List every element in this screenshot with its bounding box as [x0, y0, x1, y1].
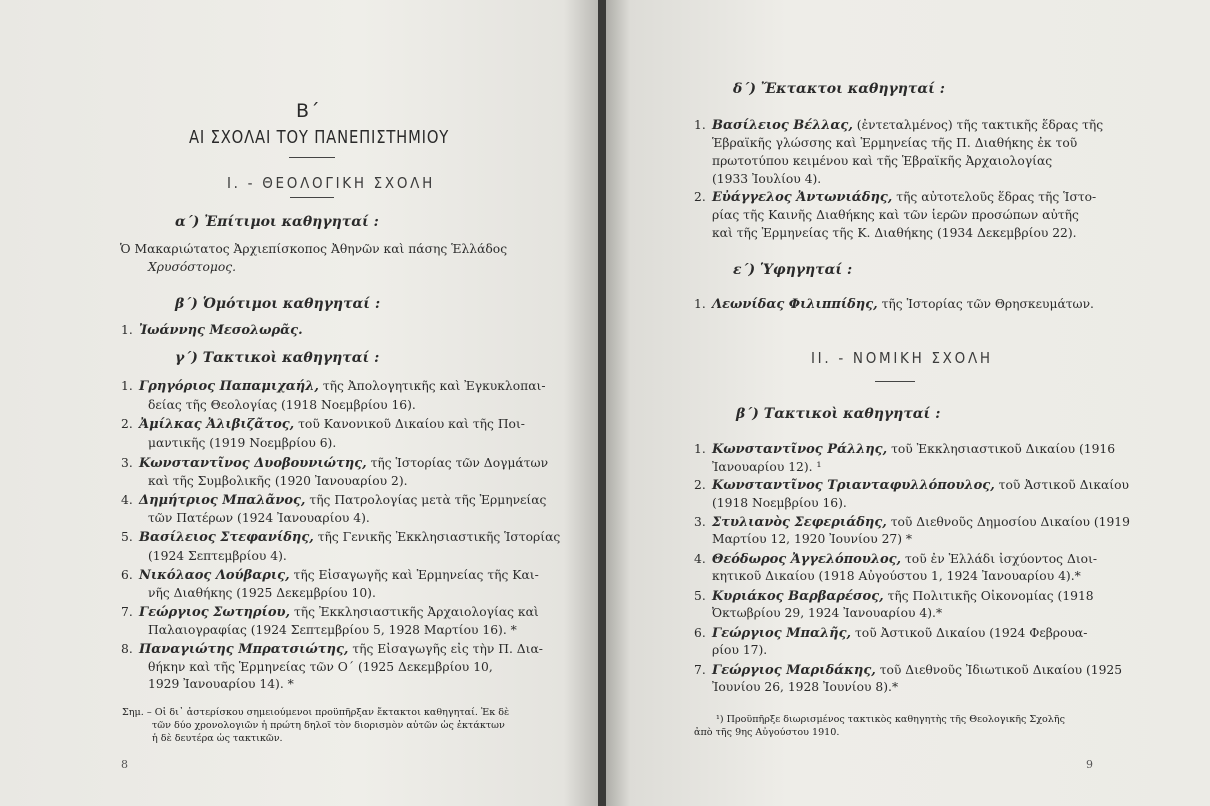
item-text: τῆς Εἰσαγωγῆς εἰς τὴν Π. Δια- — [352, 642, 543, 656]
item-number: 1. — [121, 379, 133, 393]
list-item — [694, 514, 1130, 532]
professor-name: Βασίλειος Βέλλας, — [712, 118, 853, 133]
professor-name: Εὐάγγελος Ἀντωνιάδης, — [712, 190, 893, 205]
list-item — [694, 588, 1094, 606]
list-item — [121, 416, 525, 434]
professor-name: Δημήτριος Μπαλᾶνος, — [139, 493, 306, 508]
item-number: 4. — [121, 493, 133, 507]
item-text: τοῦ ἐν Ἑλλάδι ἰσχύοντος Διοι- — [905, 552, 1098, 566]
item-text: τοῦ Διεθνοῦς Δημοσίου Δικαίου (1919 — [890, 515, 1130, 529]
item-text: τῆς Γενικῆς Ἐκκλησιαστικῆς Ἱστορίας — [317, 530, 561, 544]
item-continuation: Μαρτίου 12, 1920 Ἰουνίου 27) * — [712, 532, 913, 546]
page-number: 9 — [1086, 758, 1093, 771]
item-number: 2. — [121, 417, 133, 431]
note-line-1: Σημ. – Οἱ δι᾽ ἀστερίσκου σημειούμενοι προϋπῆρξαν ἔκτακτοι καθηγηταί. Ἐκ δὲ — [122, 707, 510, 718]
professor-name: Γεώργιος Σωτηρίου, — [139, 605, 291, 620]
item-continuation: καὶ τῆς Συμβολικῆς (1920 Ἰανουαρίου 2). — [148, 474, 408, 488]
category-lecturers: ε΄) Ὑφηγηταί : — [733, 262, 853, 278]
item-text: τῆς Ἀπολογητικῆς καὶ Ἐγκυκλοπαι- — [322, 379, 546, 393]
item-continuation: (1924 Σεπτεμβρίου 4). — [148, 549, 287, 563]
item-number: 1. — [694, 118, 706, 132]
item-continuation: θήκην καὶ τῆς Ἑρμηνείας τῶν Ο΄ (1925 Δεκεμβρίου 10, — [148, 660, 493, 674]
section-letter: Β΄ — [296, 100, 321, 122]
school-heading: ΙΙ. - ΝΟΜΙΚΗ ΣΧΟΛΗ — [811, 349, 993, 367]
professor-name: Λεωνίδας Φιλιππίδης, — [712, 297, 878, 312]
professor-name: Θεόδωρος Ἀγγελόπουλος, — [712, 552, 902, 567]
note-line-3: ἡ δὲ δευτέρα ὡς τακτικῶν. — [152, 733, 283, 744]
left-page — [0, 0, 600, 806]
list-item — [121, 455, 548, 473]
item-continuation: ρίας τῆς Καινῆς Διαθήκης καὶ τῶν ἱερῶν προσώπων αὐτῆς — [712, 208, 1079, 222]
item-continuation: Ἰουνίου 26, 1928 Ἰουνίου 8).* — [712, 680, 899, 694]
item-continuation: Παλαιογραφίας (1924 Σεπτεμβρίου 5, 1928 Μαρτίου 16). * — [148, 623, 517, 637]
page-number: 8 — [121, 758, 128, 771]
item-number: 2. — [694, 478, 706, 492]
item-continuation: κητικοῦ Δικαίου (1918 Αὐγούστου 1, 1924 Ἰανουαρίου 4).* — [712, 569, 1081, 583]
item-text: τῆς Πατρολογίας μετὰ τῆς Ἑρμηνείας — [309, 493, 547, 507]
professor-name: Στυλιανὸς Σεφεριάδης, — [712, 515, 887, 530]
item-number: 7. — [121, 605, 133, 619]
item-continuation: (1918 Νοεμβρίου 16). — [712, 496, 847, 510]
category-honorary: α΄) Ἐπίτιμοι καθηγηταί : — [175, 214, 379, 230]
note-line-2: τῶν δύο χρονολογιῶν ἡ πρώτη δηλοῖ τὸν διορισμὸν αὐτῶν ὡς ἐκτάκτων — [152, 720, 505, 731]
school-divider — [290, 197, 334, 198]
item-text: τῆς Εἰσαγωγῆς καὶ Ἑρμηνείας τῆς Και- — [293, 568, 539, 582]
professor-name: Κωνσταντῖνος Δυοβουνιώτης, — [139, 456, 367, 471]
item-number: 1. — [694, 442, 706, 456]
honorary-text-line-1: Ὁ Μακαριώτατος Ἀρχιεπίσκοπος Ἀθηνῶν καὶ πάσης Ἑλλάδος — [120, 242, 508, 256]
professor-name: Κωνσταντῖνος Τριανταφυλλόπουλος, — [712, 478, 995, 493]
list-item — [694, 441, 1115, 459]
item-continuation: ρίου 17). — [712, 643, 768, 657]
item-number: 2. — [694, 190, 706, 204]
item-continuation: μαντικῆς (1919 Νοεμβρίου 6). — [148, 436, 337, 450]
list-item — [694, 625, 1087, 643]
item-text: τοῦ Διεθνοῦς Ἰδιωτικοῦ Δικαίου (1925 — [879, 663, 1123, 677]
footnote-line-1: ¹) Προϋπῆρξε διωρισμένος τακτικὸς καθηγητὴς τῆς Θεολογικῆς Σχολῆς — [716, 714, 1065, 725]
item-number: 7. — [694, 663, 706, 677]
professor-name: Νικόλαος Λούβαρις, — [139, 568, 290, 583]
item-continuation: δείας τῆς Θεολογίας (1918 Νοεμβρίου 16). — [148, 398, 416, 412]
section-title: ΑΙ ΣΧΟΛΑΙ ΤΟΥ ΠΑΝΕΠΙΣΤΗΜΙΟΥ — [189, 127, 450, 148]
item-text: τοῦ Κανονικοῦ Δικαίου καὶ τῆς Ποι- — [298, 417, 525, 431]
list-item — [121, 378, 546, 396]
item-text: τοῦ Ἀστικοῦ Δικαίου (1924 Φεβρουα- — [854, 626, 1088, 640]
category-ordinary: γ΄) Τακτικοὶ καθηγηταί : — [175, 350, 380, 366]
item-continuation: πρωτοτύπου κειμένου καὶ τῆς Ἑβραϊκῆς Ἀρχαιολογίας — [712, 154, 1053, 168]
category-extraordinary: δ΄) Ἔκτακτοι καθηγηταί : — [733, 81, 945, 97]
school-divider — [875, 381, 915, 382]
professor-name: Γρηγόριος Παπαμιχαήλ, — [139, 379, 319, 394]
professor-name: Κυριάκος Βαρβαρέσος, — [712, 589, 884, 604]
category-ordinary: β΄) Τακτικοὶ καθηγηταί : — [736, 406, 941, 422]
right-page — [606, 0, 1210, 806]
honorary-text-line-2: Χρυσόστομος. — [148, 260, 237, 274]
item-continuation: 1929 Ἰανουαρίου 14). * — [148, 677, 294, 691]
list-item — [694, 477, 1129, 495]
list-item — [694, 551, 1097, 569]
list-item — [694, 296, 1094, 314]
professor-name: Ἰωάννης Μεσολωρᾶς. — [139, 323, 303, 338]
item-number: 3. — [694, 515, 706, 529]
list-item — [121, 641, 543, 659]
list-item — [694, 117, 1103, 135]
list-item — [694, 662, 1122, 680]
item-text: τῆς Ἱστορίας τῶν Δογμάτων — [370, 456, 549, 470]
item-continuation: Ἑβραϊκῆς γλώσσης καὶ Ἑρμηνείας τῆς Π. Διαθήκης ἐκ τοῦ — [712, 136, 1078, 150]
item-number: 4. — [694, 552, 706, 566]
item-text: τοῦ Ἐκκλησιαστικοῦ Δικαίου (1916 — [891, 442, 1116, 456]
item-number: 8. — [121, 642, 133, 656]
item-number: 1. — [121, 323, 133, 337]
professor-name: Παναγιώτης Μπρατσιώτης, — [139, 642, 349, 657]
list-item — [121, 529, 560, 547]
item-number: 6. — [121, 568, 133, 582]
item-number: 3. — [121, 456, 133, 470]
professor-name: Γεώργιος Μαριδάκης, — [712, 663, 876, 678]
item-text: τῆς Ἱστορίας τῶν Θρησκευμάτων. — [881, 297, 1094, 311]
item-text: τῆς Ἐκκλησιαστικῆς Ἀρχαιολογίας καὶ — [293, 605, 539, 619]
school-heading: Ι. - ΘΕΟΛΟΓΙΚΗ ΣΧΟΛΗ — [227, 174, 435, 192]
item-continuation: καὶ τῆς Ἑρμηνείας τῆς Κ. Διαθήκης (1934 Δεκεμβρίου 22). — [712, 226, 1077, 240]
professor-name: Κωνσταντῖνος Ράλλης, — [712, 442, 888, 457]
item-number: 1. — [694, 297, 706, 311]
item-text: τῆς αὐτοτελοῦς ἕδρας τῆς Ἱστο- — [896, 190, 1097, 204]
category-emeritus: β΄) Ὁμότιμοι καθηγηταί : — [175, 296, 381, 312]
title-divider — [289, 157, 335, 158]
item-text: τῆς Πολιτικῆς Οἰκονομίας (1918 — [887, 589, 1094, 603]
item-continuation: (1933 Ἰουλίου 4). — [712, 172, 822, 186]
item-text: (ἐντεταλμένος) τῆς τακτικῆς ἕδρας τῆς — [856, 118, 1104, 132]
item-number: 5. — [694, 589, 706, 603]
item-continuation: τῶν Πατέρων (1924 Ἰανουαρίου 4). — [148, 511, 370, 525]
list-item — [694, 189, 1096, 207]
list-item — [121, 604, 539, 622]
professor-name: Βασίλειος Στεφανίδης, — [139, 530, 314, 545]
professor-name: Γεώργιος Μπαλῆς, — [712, 626, 852, 641]
professor-name: Ἀμίλκας Ἀλιβιζᾶτος, — [139, 417, 295, 432]
list-item — [121, 567, 539, 585]
item-continuation: Ἰανουαρίου 12). ¹ — [712, 460, 822, 474]
emeritus-item — [121, 322, 303, 340]
list-item — [121, 492, 546, 510]
item-continuation: νῆς Διαθήκης (1925 Δεκεμβρίου 10). — [148, 586, 376, 600]
footnote-line-2: ἀπὸ τῆς 9ης Αὐγούστου 1910. — [694, 727, 840, 738]
item-number: 5. — [121, 530, 133, 544]
item-number: 6. — [694, 626, 706, 640]
item-continuation: Ὀκτωβρίου 29, 1924 Ἰανουαρίου 4).* — [712, 606, 943, 620]
item-text: τοῦ Ἀστικοῦ Δικαίου — [998, 478, 1130, 492]
